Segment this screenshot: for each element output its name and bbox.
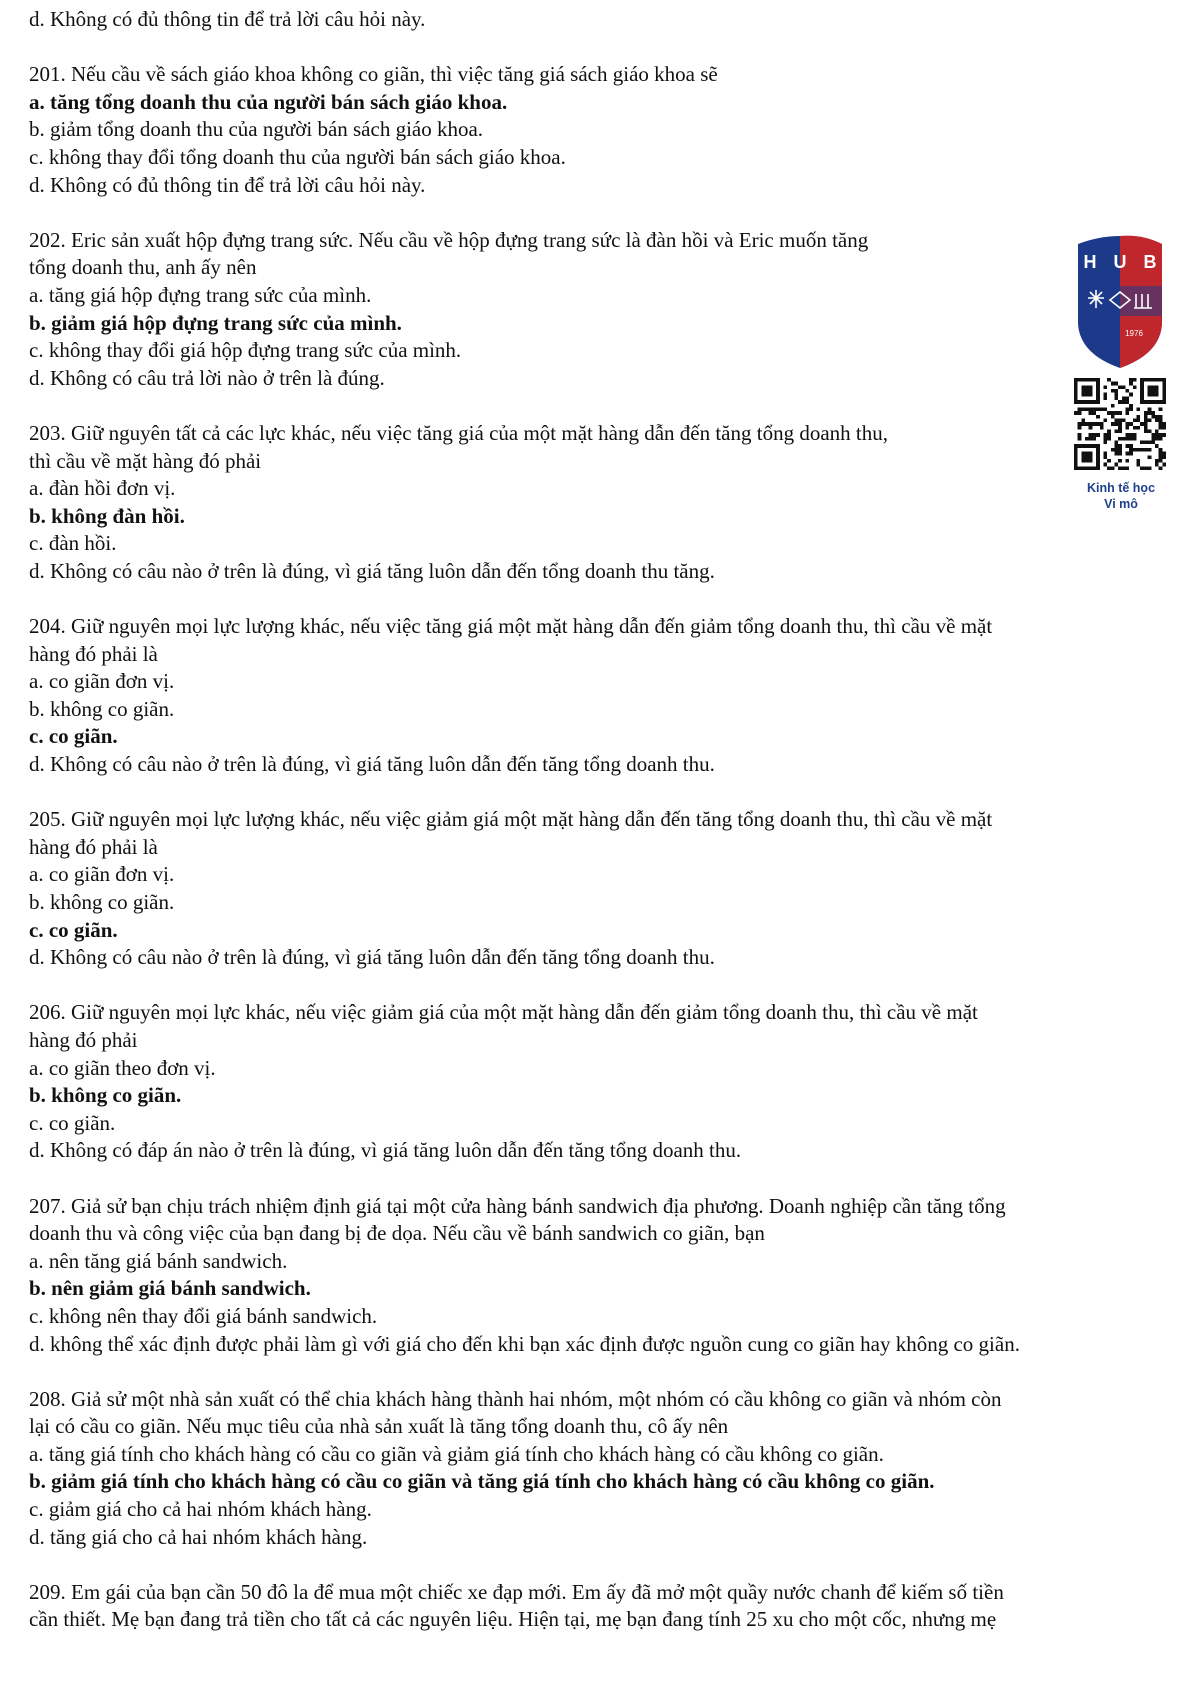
answer-option: a. co giãn đơn vị. xyxy=(29,669,175,694)
question-stem-line: lại có cầu co giãn. Nếu mục tiêu của nhà sản xuất là tăng tổng doanh thu, cô ấy nên xyxy=(29,1414,729,1439)
answer-option: a. đàn hồi đơn vị. xyxy=(29,476,176,501)
answer-option-correct: b. giảm giá hộp đựng trang sức của mình. xyxy=(29,310,402,335)
answer-option: c. không thay đổi giá hộp đựng trang sức của mình. xyxy=(29,338,462,363)
answer-option: d. Không có đáp án nào ở trên là đúng, vì giá tăng luôn dẫn đến tăng tổng doanh thu. xyxy=(29,1138,742,1163)
logo-year: 1976 xyxy=(1125,329,1143,338)
question-stem-line: 208. Giả sử một nhà sản xuất có thể chia khách hàng thành hai nhóm, một nhóm có cầu không co giãn và nhóm còn xyxy=(29,1386,1002,1411)
answer-option: d. Không có câu nào ở trên là đúng, vì giá tăng luôn dẫn đến tăng tổng doanh thu. xyxy=(29,945,715,970)
question-stem-line: 209. Em gái của bạn cần 50 đô la để mua một chiếc xe đạp mới. Em ấy đã mở một quầy nước chanh để kiếm số tiền xyxy=(29,1579,1004,1604)
answer-option: a. co giãn theo đơn vị. xyxy=(29,1055,216,1080)
answer-option: c. giảm giá cho cả hai nhóm khách hàng. xyxy=(29,1497,372,1522)
answer-option: d. Không có câu trả lời nào ở trên là đúng. xyxy=(29,365,385,390)
question-stem-line: 204. Giữ nguyên mọi lực lượng khác, nếu việc tăng giá một mặt hàng dẫn đến giảm tổng doanh thu, thì cầu về mặt xyxy=(29,614,993,639)
answer-option-correct: b. không đàn hồi. xyxy=(29,503,185,528)
qr-code xyxy=(1074,378,1166,470)
answer-option: d. Không có câu nào ở trên là đúng, vì giá tăng luôn dẫn đến tổng doanh thu tăng. xyxy=(29,558,715,583)
hub-logo xyxy=(1074,232,1166,370)
question-stem-line: 207. Giả sử bạn chịu trách nhiệm định giá tại một cửa hàng bánh sandwich địa phương. Doanh nghiệp cần tăng tổng xyxy=(29,1193,1006,1218)
shield-band xyxy=(1078,286,1162,316)
question-block xyxy=(29,1386,1169,1552)
answer-option-correct: b. không co giãn. xyxy=(29,1083,182,1108)
question-stem-line: 205. Giữ nguyên mọi lực lượng khác, nếu việc giảm giá một mặt hàng dẫn đến tăng tổng doanh thu, thì cầu về mặt xyxy=(29,807,993,832)
question-block xyxy=(29,613,1169,779)
answer-option-correct: a. tăng tổng doanh thu của người bán sách giáo khoa. xyxy=(29,89,508,114)
question-stem-line: 201. Nếu cầu về sách giáo khoa không co giãn, thì việc tăng giá sách giáo khoa sẽ xyxy=(29,62,718,87)
question-stem-line: 203. Giữ nguyên tất cả các lực khác, nếu việc tăng giá của một mặt hàng dẫn đến tăng tổng doanh thu, xyxy=(29,420,888,445)
answer-option: d. Không có đủ thông tin để trả lời câu hỏi này. xyxy=(29,172,426,197)
logo-letter-h: H xyxy=(1083,252,1097,272)
question-stem-line: hàng đó phải xyxy=(29,1027,138,1052)
question-block xyxy=(29,61,1169,199)
question-stem-line: tổng doanh thu, anh ấy nên xyxy=(29,255,257,280)
answer-option: c. co giãn. xyxy=(29,1110,116,1135)
question-block xyxy=(29,999,1169,1165)
question-block xyxy=(29,1579,1169,1634)
answer-option: b. không co giãn. xyxy=(29,696,175,721)
document-body xyxy=(29,6,1169,1634)
answer-option-correct: b. nên giảm giá bánh sandwich. xyxy=(29,1276,311,1301)
answer-option: d. tăng giá cho cả hai nhóm khách hàng. xyxy=(29,1524,368,1549)
answer-option-correct: c. co giãn. xyxy=(29,724,118,749)
answer-option: d. không thể xác định được phải làm gì với giá cho đến khi bạn xác định được nguồn cung co giãn hay không co giãn. xyxy=(29,1331,1020,1356)
question-stem-line: doanh thu và công việc của bạn đang bị đe dọa. Nếu cầu về bánh sandwich co giãn, bạn xyxy=(29,1221,765,1246)
question-stem-line: thì cầu về mặt hàng đó phải xyxy=(29,448,262,473)
question-list xyxy=(29,61,1169,1634)
logo-letter-u: U xyxy=(1113,252,1127,272)
answer-option: a. co giãn đơn vị. xyxy=(29,862,175,887)
answer-option: d. Không có câu nào ở trên là đúng, vì giá tăng luôn dẫn đến tăng tổng doanh thu. xyxy=(29,752,715,777)
answer-option: a. nên tăng giá bánh sandwich. xyxy=(29,1248,288,1273)
logo-letter-b: B xyxy=(1143,252,1157,272)
question-stem-line: 206. Giữ nguyên mọi lực khác, nếu việc giảm giá của một mặt hàng dẫn đến giảm tổng doanh thu, thì cầu về mặt xyxy=(29,1000,978,1025)
answer-option: b. không co giãn. xyxy=(29,890,175,914)
top-line: d. Không có đủ thông tin để trả lời câu hỏi này. xyxy=(29,7,426,31)
course-line-2: Vi mô xyxy=(1104,497,1138,511)
question-block xyxy=(29,806,1169,972)
question-block xyxy=(29,420,1169,586)
question-stem-line: hàng đó phải là xyxy=(29,641,158,666)
question-block xyxy=(29,227,1169,393)
answer-option: a. tăng giá hộp đựng trang sức của mình. xyxy=(29,282,372,307)
course-line-1: Kinh tế học xyxy=(1086,481,1156,495)
answer-option: c. không thay đổi tổng doanh thu của người bán sách giáo khoa. xyxy=(29,144,566,169)
question-block xyxy=(29,1193,1169,1359)
answer-option: b. giảm tổng doanh thu của người bán sách giáo khoa. xyxy=(29,117,484,142)
answer-option-correct: c. co giãn. xyxy=(29,917,118,942)
question-stem-line: 202. Eric sản xuất hộp đựng trang sức. Nếu cầu về hộp đựng trang sức là đàn hồi và Eric muốn tăng xyxy=(29,227,869,252)
answer-option: c. không nên thay đổi giá bánh sandwich. xyxy=(29,1303,378,1328)
answer-option: c. đàn hồi. xyxy=(29,531,117,556)
question-stem-line: cần thiết. Mẹ bạn đang trả tiền cho tất cả các nguyên liệu. Hiện tại, mẹ bạn đang tính 25 xu cho một cốc, nhưng mẹ xyxy=(29,1607,997,1632)
answer-option: a. tăng giá tính cho khách hàng có cầu co giãn và giảm giá tính cho khách hàng có cầu không co giãn. xyxy=(29,1441,884,1466)
answer-option-correct: b. giảm giá tính cho khách hàng có cầu co giãn và tăng giá tính cho khách hàng có cầu không co giãn. xyxy=(29,1469,935,1494)
course-label xyxy=(1068,480,1174,512)
question-stem-line: hàng đó phải là xyxy=(29,834,158,859)
